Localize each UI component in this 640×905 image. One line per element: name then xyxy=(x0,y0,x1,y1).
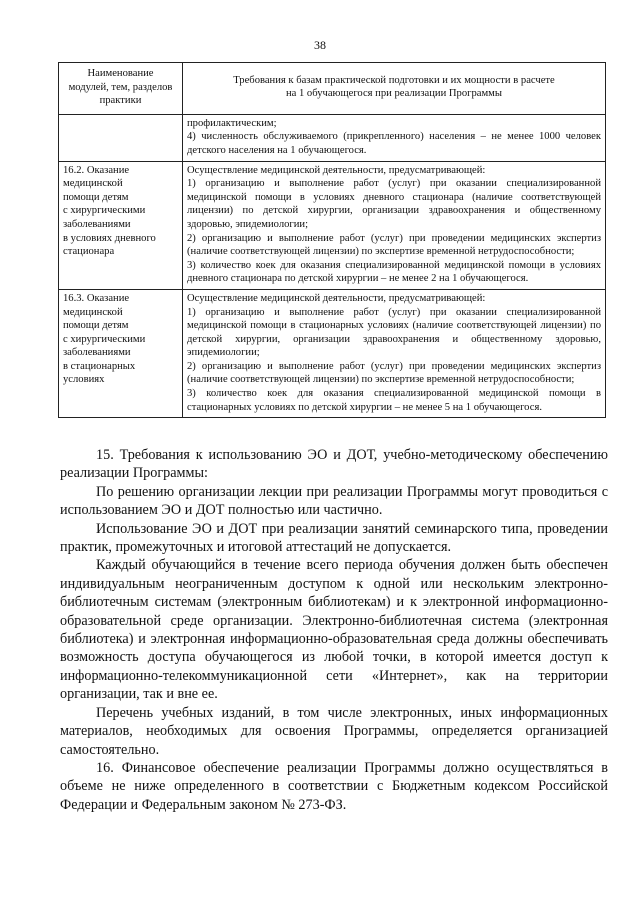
module-cell xyxy=(59,289,183,417)
module-line: в стационарных xyxy=(63,360,136,372)
paragraph: По решению организации лекции при реализации Программы могут проводиться с использованием ЭО и ДОТ полностью или частично. xyxy=(60,483,608,519)
header-modules-line: практики xyxy=(99,95,142,107)
module-line: медицинской xyxy=(63,178,123,190)
table-row xyxy=(59,114,606,161)
requirement-item: 4) численность обслуживаемого (прикрепленного) населения – не менее 1000 человек детского населения на 1 обучающегося. xyxy=(187,131,601,156)
module-line: помощи детям xyxy=(63,320,129,332)
paragraph: 15. Требования к использованию ЭО и ДОТ, учебно-методическому обеспечению реализации Программы: xyxy=(60,447,608,482)
requirements-cell xyxy=(183,289,606,417)
header-modules-line: модулей, тем, разделов xyxy=(68,81,173,93)
requirement-item: профилактическим; xyxy=(187,117,277,129)
module-line: заболеваниями xyxy=(63,218,131,230)
requirement-item: 1) организацию и выполнение работ (услуг) при оказании специализированной медицинской помощи в условиях дневного стационара (наличие соответствующей лицензии) по детской хирургии, организации здравоохранения и общественному здоровью, эпидемиологии; xyxy=(187,178,601,230)
module-line: в условиях дневного xyxy=(63,232,156,244)
module-cell xyxy=(59,161,183,289)
header-modules xyxy=(59,63,183,115)
requirement-item: 1) организацию и выполнение работ (услуг) при оказании специализированной медицинской помощи в стационарных условиях (наличие соответствующей лицензии) по детской хирургии, организации здравоохранения и общественному здоровью, эпидемиологии; xyxy=(187,306,601,359)
header-modules-line: Наименование xyxy=(87,68,154,79)
table-row xyxy=(59,289,606,417)
module-line: с хирургическими xyxy=(63,333,146,345)
paragraph: Перечень учебных изданий, в том числе электронных, иных информационных материалов, необходимых для освоения Программы, определяется организацией самостоятельно. xyxy=(60,704,608,758)
requirement-item: 2) организацию и выполнение работ (услуг) при проведении медицинских экспертиз (наличие соответствующей лицензии) по экспертизе временной нетрудоспособности; xyxy=(187,232,601,258)
page-number: 38 xyxy=(314,38,326,52)
table-row xyxy=(59,161,606,289)
requirement-item: 3) количество коек для оказания специализированной медицинской помощи в стационарных условиях по детской хирургии – не менее 5 на 1 обучающегося. xyxy=(187,388,601,413)
paragraph: Каждый обучающийся в течение всего периода обучения должен быть обеспечен индивидуальным неограниченным доступом к одной или нескольким электронно-библиотечным системам (электронным библиотекам) и к электронной информационно-образовательной среде организации. Электронно-библиотечная система (электронная библиотека) и электронная информационно-образовательная среда должны обеспечивать возможность доступа обучающегося из любой точки, в которой имеется доступ к информационно-телекоммуникационной сети «Интернет», как на территории организации, так и вне ее. xyxy=(60,557,608,703)
module-line: условиях xyxy=(63,374,105,386)
paragraph: 16. Финансовое обеспечение реализации Программы должно осуществляться в объеме не ниже определенного в соответствии с Бюджетным кодексом Российской Федерации и Федеральным законом № 273-ФЗ. xyxy=(60,759,608,813)
module-line: стационара xyxy=(63,246,115,258)
module-line: с хирургическими xyxy=(63,205,146,217)
paragraph: Использование ЭО и ДОТ при реализации занятий семинарского типа, проведении практик, промежуточных и итоговой аттестаций не допускается. xyxy=(60,520,608,556)
module-line: 16.2. Оказание xyxy=(63,164,130,176)
requirement-item: Осуществление медицинской деятельности, предусматривающей: xyxy=(187,292,486,304)
requirements-cell xyxy=(183,161,606,289)
module-line: медицинской xyxy=(63,306,123,318)
header-requirements xyxy=(183,63,606,115)
table-header-row xyxy=(59,63,606,115)
requirements-cell xyxy=(183,114,606,161)
module-line: помощи детям xyxy=(63,191,129,203)
body-text xyxy=(60,446,608,814)
header-requirements-line: на 1 обучающегося при реализации Программы xyxy=(285,88,503,100)
requirements-table xyxy=(58,62,606,418)
requirement-item: 3) количество коек для оказания специализированной медицинской помощи в условиях дневного стационара по детской хирургии – не менее 2 на 1 обучающегося. xyxy=(187,259,601,285)
requirement-item: 2) организацию и выполнение работ (услуг) при проведении медицинских экспертиз (наличие соответствующей лицензии) по экспертизе временной нетрудоспособности; xyxy=(187,360,601,386)
module-line: 16.3. Оказание xyxy=(63,292,130,304)
header-requirements-line: Требования к базам практической подготовки и их мощности в расчете xyxy=(233,74,555,86)
module-cell xyxy=(59,114,183,161)
requirement-item: Осуществление медицинской деятельности, предусматривающей: xyxy=(187,164,486,176)
module-line: заболеваниями xyxy=(63,347,131,359)
